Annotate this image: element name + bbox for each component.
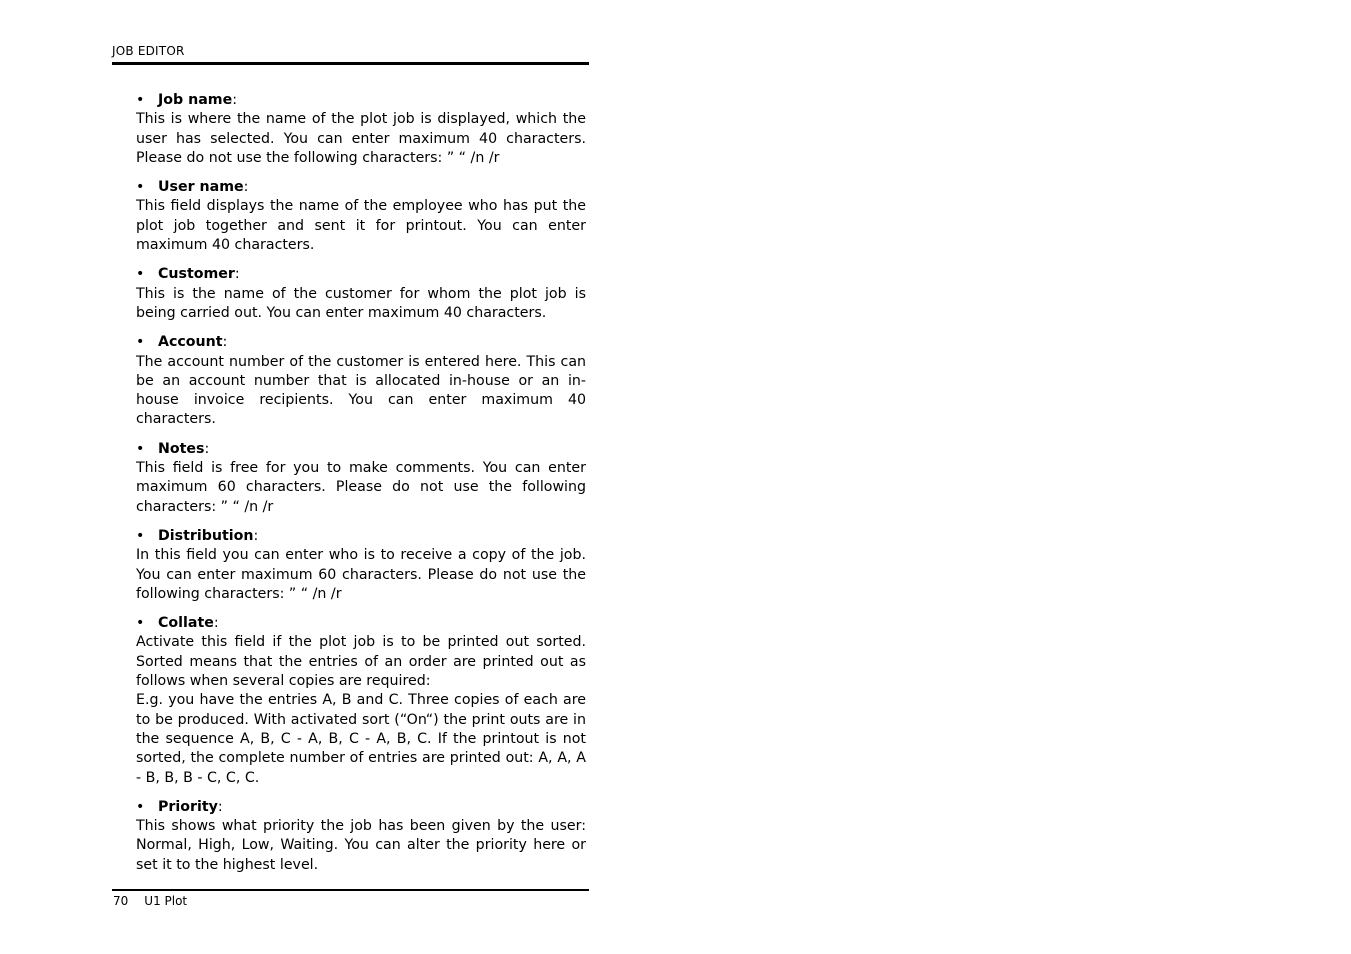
page-body <box>136 91 586 885</box>
bullet-line <box>136 178 586 197</box>
bullet-line <box>136 91 586 110</box>
header-rule <box>112 62 589 65</box>
term-colon: : <box>213 615 219 632</box>
term-notes: Notes <box>158 440 205 457</box>
term-distribution: Distribution <box>158 527 254 544</box>
bullet-line <box>136 440 586 459</box>
description: In this field you can enter who is to receive a copy of the job. You can enter maximum 60 characters. Please do not use the following characters: ” “ /n /r <box>136 547 586 602</box>
description-example: E.g. you have the entries A, B and C. Three copies of each are to be produced. With activated sort (“On“) the print outs are in the sequence A, B, C - A, B, C - A, B, C. If the printout is not sorted, the complete number of entries are printed out: A, A, A - B, B, B - C, C, C. <box>136 692 586 786</box>
term-priority: Priority <box>158 798 218 815</box>
bullet-icon: • <box>136 615 145 632</box>
bullet-line <box>136 265 586 284</box>
term-customer: Customer <box>158 266 235 283</box>
bullet-icon: • <box>136 179 145 196</box>
section-job-name <box>136 91 586 168</box>
description: This shows what priority the job has been given by the user: Normal, High, Low, Waiting. You can alter the priority here or set it to the highest level. <box>136 818 586 873</box>
term-colon: : <box>253 527 259 544</box>
section-distribution <box>136 527 586 604</box>
term-colon: : <box>222 334 228 351</box>
description: This is the name of the customer for whom the plot job is being carried out. You can enter maximum 40 characters. <box>136 285 586 321</box>
description: Activate this field if the plot job is to be printed out sorted. Sorted means that the entries of an order are printed out as follows when several copies are required: <box>136 634 586 690</box>
description: This field is free for you to make comments. You can enter maximum 60 characters. Please do not use the following characters: ” “ /n /r <box>136 460 586 515</box>
term-user-name: User name <box>158 179 244 196</box>
description: This is where the name of the plot job is displayed, which the user has selected. You can enter maximum 40 characters. Please do not use the following characters: ” “ /n /r <box>136 111 586 166</box>
term-job-name: Job name <box>158 92 233 108</box>
bullet-icon: • <box>136 798 145 815</box>
description: This field displays the name of the employee who has put the plot job together and sent it for printout. You can enter maximum 40 characters. <box>136 198 586 254</box>
section-collate <box>136 614 586 788</box>
term-collate: Collate <box>158 615 214 632</box>
section-account <box>136 333 586 429</box>
product-name: U1 Plot <box>144 894 188 908</box>
term-colon: : <box>232 92 237 108</box>
page-number: 70 <box>113 894 129 908</box>
bullet-icon: • <box>136 334 145 351</box>
section-customer <box>136 265 586 323</box>
bullet-line <box>136 527 586 546</box>
bullet-icon: • <box>136 527 145 544</box>
term-colon: : <box>234 266 240 283</box>
bullet-line <box>136 333 586 352</box>
term-colon: : <box>217 798 223 815</box>
footer-rule <box>112 889 589 891</box>
term-colon: : <box>243 179 249 196</box>
running-footer <box>113 894 187 908</box>
description: The account number of the customer is entered here. This can be an account number that is allocated in-house or an in-house invoice recipients. You can enter maximum 40 characters. <box>136 353 586 428</box>
bullet-icon: • <box>136 92 145 108</box>
bullet-line <box>136 798 586 817</box>
section-priority <box>136 798 586 875</box>
running-header: JOB EDITOR <box>112 44 185 58</box>
term-account: Account <box>158 334 223 351</box>
bullet-line <box>136 614 586 633</box>
section-notes <box>136 440 586 517</box>
term-colon: : <box>204 440 210 457</box>
bullet-icon: • <box>136 440 145 457</box>
bullet-icon: • <box>136 266 145 283</box>
section-user-name <box>136 178 586 255</box>
